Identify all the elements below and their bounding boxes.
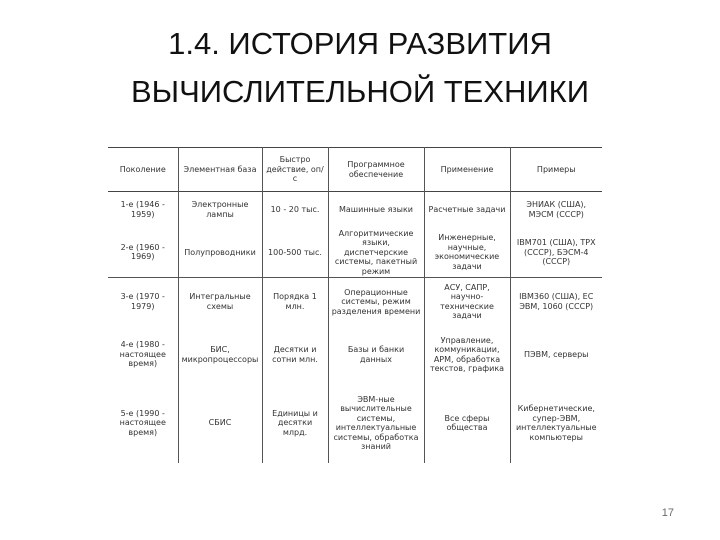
cell-generation: 1-е (1946 - 1959) bbox=[108, 192, 178, 228]
cell-application: Инженерные, научные, экономические задачи bbox=[424, 228, 510, 278]
cell-generation: 3-е (1970 - 1979) bbox=[108, 278, 178, 326]
table-row bbox=[108, 384, 602, 463]
cell-element-base: Полупроводники bbox=[178, 228, 262, 278]
table-header-row bbox=[108, 148, 602, 192]
cell-element-base: СБИС bbox=[178, 384, 262, 463]
cell-application: Управление, коммуникации, АРМ, обработка текстов, графика bbox=[424, 326, 510, 384]
cell-examples: Кибернетические, супер-ЭВМ, интеллектуальные компьютеры bbox=[510, 384, 602, 463]
table-row bbox=[108, 192, 602, 228]
cell-examples: ЭНИАК (США), МЭСМ (СССР) bbox=[510, 192, 602, 228]
page-number: 17 bbox=[661, 507, 674, 519]
cell-speed: 100-500 тыс. bbox=[262, 228, 328, 278]
cell-software: Операционные системы, режим разделения времени bbox=[328, 278, 424, 326]
slide-title-line-1: 1.4. ИСТОРИЯ РАЗВИТИЯ bbox=[168, 26, 552, 61]
cell-generation: 2-е (1960 - 1969) bbox=[108, 228, 178, 278]
cell-application: Все сферы общества bbox=[424, 384, 510, 463]
header-application: Применение bbox=[424, 148, 510, 192]
cell-application: АСУ, САПР, научно-технические задачи bbox=[424, 278, 510, 326]
generations-table bbox=[108, 147, 602, 463]
cell-software: ЭВМ-ные вычислительные системы, интеллектуальные системы, обработка знаний bbox=[328, 384, 424, 463]
generations-table-wrapper bbox=[108, 147, 602, 460]
header-speed: Быстро действие, оп/с bbox=[262, 148, 328, 192]
table-row bbox=[108, 228, 602, 278]
cell-software: Машинные языки bbox=[328, 192, 424, 228]
slide-title bbox=[0, 20, 720, 116]
table-row bbox=[108, 278, 602, 326]
cell-speed: Единицы и десятки млрд. bbox=[262, 384, 328, 463]
cell-generation: 4-е (1980 - настоящее время) bbox=[108, 326, 178, 384]
cell-element-base: Интегральные схемы bbox=[178, 278, 262, 326]
cell-speed: Порядка 1 млн. bbox=[262, 278, 328, 326]
cell-element-base: Электронные лампы bbox=[178, 192, 262, 228]
cell-element-base: БИС, микропроцессоры bbox=[178, 326, 262, 384]
header-software: Программное обеспечение bbox=[328, 148, 424, 192]
cell-software: Алгоритмические языки, диспетчерские системы, пакетный режим bbox=[328, 228, 424, 278]
cell-application: Расчетные задачи bbox=[424, 192, 510, 228]
header-generation: Поколение bbox=[108, 148, 178, 192]
cell-generation: 5-е (1990 - настоящее время) bbox=[108, 384, 178, 463]
cell-examples: IBM701 (США), TPX (СССР), БЭСМ-4 (СССР) bbox=[510, 228, 602, 278]
header-examples: Примеры bbox=[510, 148, 602, 192]
header-element-base: Элементная база bbox=[178, 148, 262, 192]
cell-speed: Десятки и сотни млн. bbox=[262, 326, 328, 384]
cell-examples: IBM360 (США), ЕС ЭВМ, 1060 (СССР) bbox=[510, 278, 602, 326]
cell-software: Базы и банки данных bbox=[328, 326, 424, 384]
slide-title-line-2: ВЫЧИСЛИТЕЛЬНОЙ ТЕХНИКИ bbox=[130, 74, 590, 109]
cell-examples: ПЭВМ, серверы bbox=[510, 326, 602, 384]
cell-speed: 10 - 20 тыс. bbox=[262, 192, 328, 228]
table-row bbox=[108, 326, 602, 384]
